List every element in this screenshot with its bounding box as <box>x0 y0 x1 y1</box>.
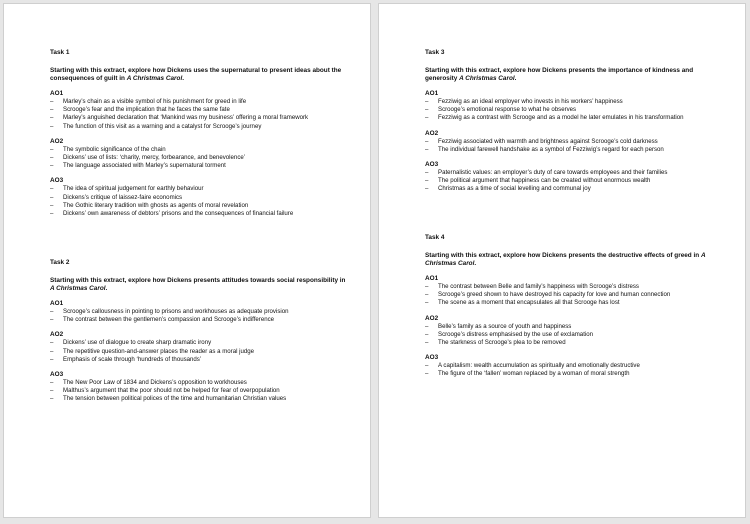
ao-point: – Scrooge’s callousness in pointing to prisons and workhouses as adequate provision <box>50 308 350 316</box>
ao-point: – Marley’s anguished declaration that ‘Mankind was my business’ offering a moral framework <box>50 114 350 122</box>
task-title: Task 1 <box>50 49 70 56</box>
ao-point: – Dickens’ own awareness of debtors’ prisons and the consequences of financial failure <box>50 210 350 218</box>
task-1-section <box>50 49 350 218</box>
ao-points-list <box>50 146 350 171</box>
prompt-work-title: A Christmas Carol <box>459 75 515 82</box>
ao-points-list <box>50 185 350 218</box>
ao-point: – The scene as a moment that encapsulates all that Scrooge has lost <box>425 299 725 307</box>
prompt-end: . <box>105 285 108 292</box>
ao-point: – Fezziwig as a contrast with Scrooge and as a model he later emulates in his transformation <box>425 114 725 122</box>
ao-block <box>425 275 725 308</box>
ao-point: – The contrast between the gentlemen’s compassion and Scrooge’s indifference <box>50 316 350 324</box>
ao-point: – Malthus’s argument that the poor should not be helped for fear of overpopulation <box>50 387 350 395</box>
prompt-text: Starting with this extract, explore how Dickens presents attitudes towards social responsibility in <box>50 277 346 284</box>
document-page-2 <box>378 3 746 518</box>
ao-points-list <box>50 98 350 131</box>
ao-block <box>50 177 350 218</box>
ao-label: AO3 <box>50 177 64 185</box>
prompt-text: Starting with this extract, explore how Dickens presents the importance of kindness and generosity <box>425 67 694 82</box>
ao-label: AO2 <box>425 314 439 322</box>
ao-label: AO3 <box>425 354 439 362</box>
ao-point: – The idea of spiritual judgement for earthly behaviour <box>50 185 350 193</box>
ao-point: – Paternalistic values: an employer’s duty of care towards employees and their families <box>425 169 725 177</box>
ao-points-list <box>425 98 725 123</box>
ao-label: AO1 <box>50 300 64 307</box>
ao-point: – The contrast between Belle and family’s happiness with Scrooge’s distress <box>425 283 725 291</box>
ao-block <box>425 90 725 123</box>
task-2-section <box>50 259 350 404</box>
ao-point: – Dickens’s critique of laissez-faire economics <box>50 194 350 202</box>
ao-points-list <box>425 323 725 348</box>
ao-label: AO2 <box>50 331 64 339</box>
prompt-text: Starting with this extract, explore how Dickens uses the supernatural to present ideas about the consequences of guilt in <box>50 67 342 82</box>
ao-block <box>425 130 725 154</box>
ao-point: – The starkness of Scrooge’s plea to be removed <box>425 339 725 347</box>
ao-block <box>425 354 725 378</box>
ao-point: – The language associated with Marley’s supernatural torment <box>50 162 350 170</box>
ao-point: – Scrooge’s fear and the implication that he faces the same fate <box>50 106 350 114</box>
ao-point: – The symbolic significance of the chain <box>50 146 350 154</box>
ao-points-list <box>425 283 725 308</box>
ao-point: – Dickens’ use of dialogue to create sharp dramatic irony <box>50 339 350 347</box>
ao-label: AO1 <box>50 90 64 97</box>
ao-point: – The New Poor Law of 1834 and Dickens’s opposition to workhouses <box>50 379 350 387</box>
ao-point: – The repetitive question-and-answer places the reader as a moral judge <box>50 348 350 356</box>
ao-label: AO2 <box>50 137 64 145</box>
prompt-end: . <box>474 260 477 267</box>
task-title: Task 4 <box>425 234 445 241</box>
ao-point: – The political argument that happiness can be created without enormous wealth <box>425 177 725 185</box>
ao-block <box>50 90 350 131</box>
ao-point: – The tension between political polices of the time and humanitarian Christian values <box>50 395 350 403</box>
ao-points-list <box>425 138 725 154</box>
ao-label: AO3 <box>425 161 439 169</box>
ao-point: – Christmas as a time of social levelling and communal joy <box>425 185 725 193</box>
ao-point: – Scrooge’s emotional response to what he observes <box>425 106 725 114</box>
ao-block <box>50 331 350 364</box>
ao-point: – Emphasis of scale through ‘hundreds of thousands’ <box>50 356 350 364</box>
ao-points-list <box>50 339 350 364</box>
ao-point: – Scrooge’s greed shown to have destroyed his capacity for love and human connection <box>425 291 725 299</box>
ao-label: AO2 <box>425 129 439 137</box>
ao-block <box>425 161 725 194</box>
ao-point: – The function of this visit as a warning and a catalyst for Scrooge’s journey <box>50 123 350 131</box>
ao-label: AO1 <box>425 275 439 282</box>
ao-point: – Belle’s family as a source of youth and happiness <box>425 323 725 331</box>
task-title: Task 3 <box>425 49 445 56</box>
prompt-work-title: A Christmas Carol <box>50 285 106 292</box>
ao-point: – The figure of the ‘fallen’ woman replaced by a woman of moral strength <box>425 370 725 378</box>
ao-point: – Marley’s chain as a visible symbol of his punishment for greed in life <box>50 98 350 106</box>
task-prompt <box>50 67 350 83</box>
task-title: Task 2 <box>50 259 70 266</box>
ao-block <box>50 300 350 324</box>
prompt-work-title: A Christmas Carol <box>126 75 183 82</box>
task-4-section <box>425 234 725 379</box>
ao-point: – Dickens’ use of lists: ‘charity, mercy, forbearance, and benevolence’ <box>50 154 350 162</box>
ao-block <box>50 371 350 404</box>
document-page-1 <box>3 3 371 518</box>
task-prompt <box>425 67 725 83</box>
task-prompt <box>50 277 350 293</box>
ao-block <box>425 315 725 348</box>
ao-points-list <box>425 169 725 194</box>
prompt-work-title: A Christmas Carol <box>425 252 706 267</box>
ao-block <box>50 138 350 171</box>
ao-label: AO3 <box>50 371 64 379</box>
ao-point: – The Gothic literary tradition with ghosts as agents of moral revelation <box>50 202 350 210</box>
task-prompt <box>425 252 725 268</box>
prompt-text: Starting with this extract, explore how Dickens presents the destructive effects of greed in <box>425 252 701 259</box>
ao-points-list <box>50 379 350 404</box>
ao-point: – A capitalism: wealth accumulation as spiritually and emotionally destructive <box>425 362 725 370</box>
ao-points-list <box>50 308 350 324</box>
ao-point: – Fezziwig as an ideal employer who invests in his workers’ happiness <box>425 98 725 106</box>
ao-points-list <box>425 362 725 378</box>
ao-point: – Fezziwig associated with warmth and brightness against Scrooge’s cold darkness <box>425 138 725 146</box>
prompt-end: . <box>182 75 185 82</box>
ao-label: AO1 <box>425 90 439 97</box>
prompt-end: . <box>514 75 517 82</box>
ao-point: – The individual farewell handshake as a symbol of Fezziwig’s regard for each person <box>425 146 725 154</box>
task-3-section <box>425 49 725 194</box>
ao-point: – Scrooge’s distress emphasised by the use of exclamation <box>425 331 725 339</box>
